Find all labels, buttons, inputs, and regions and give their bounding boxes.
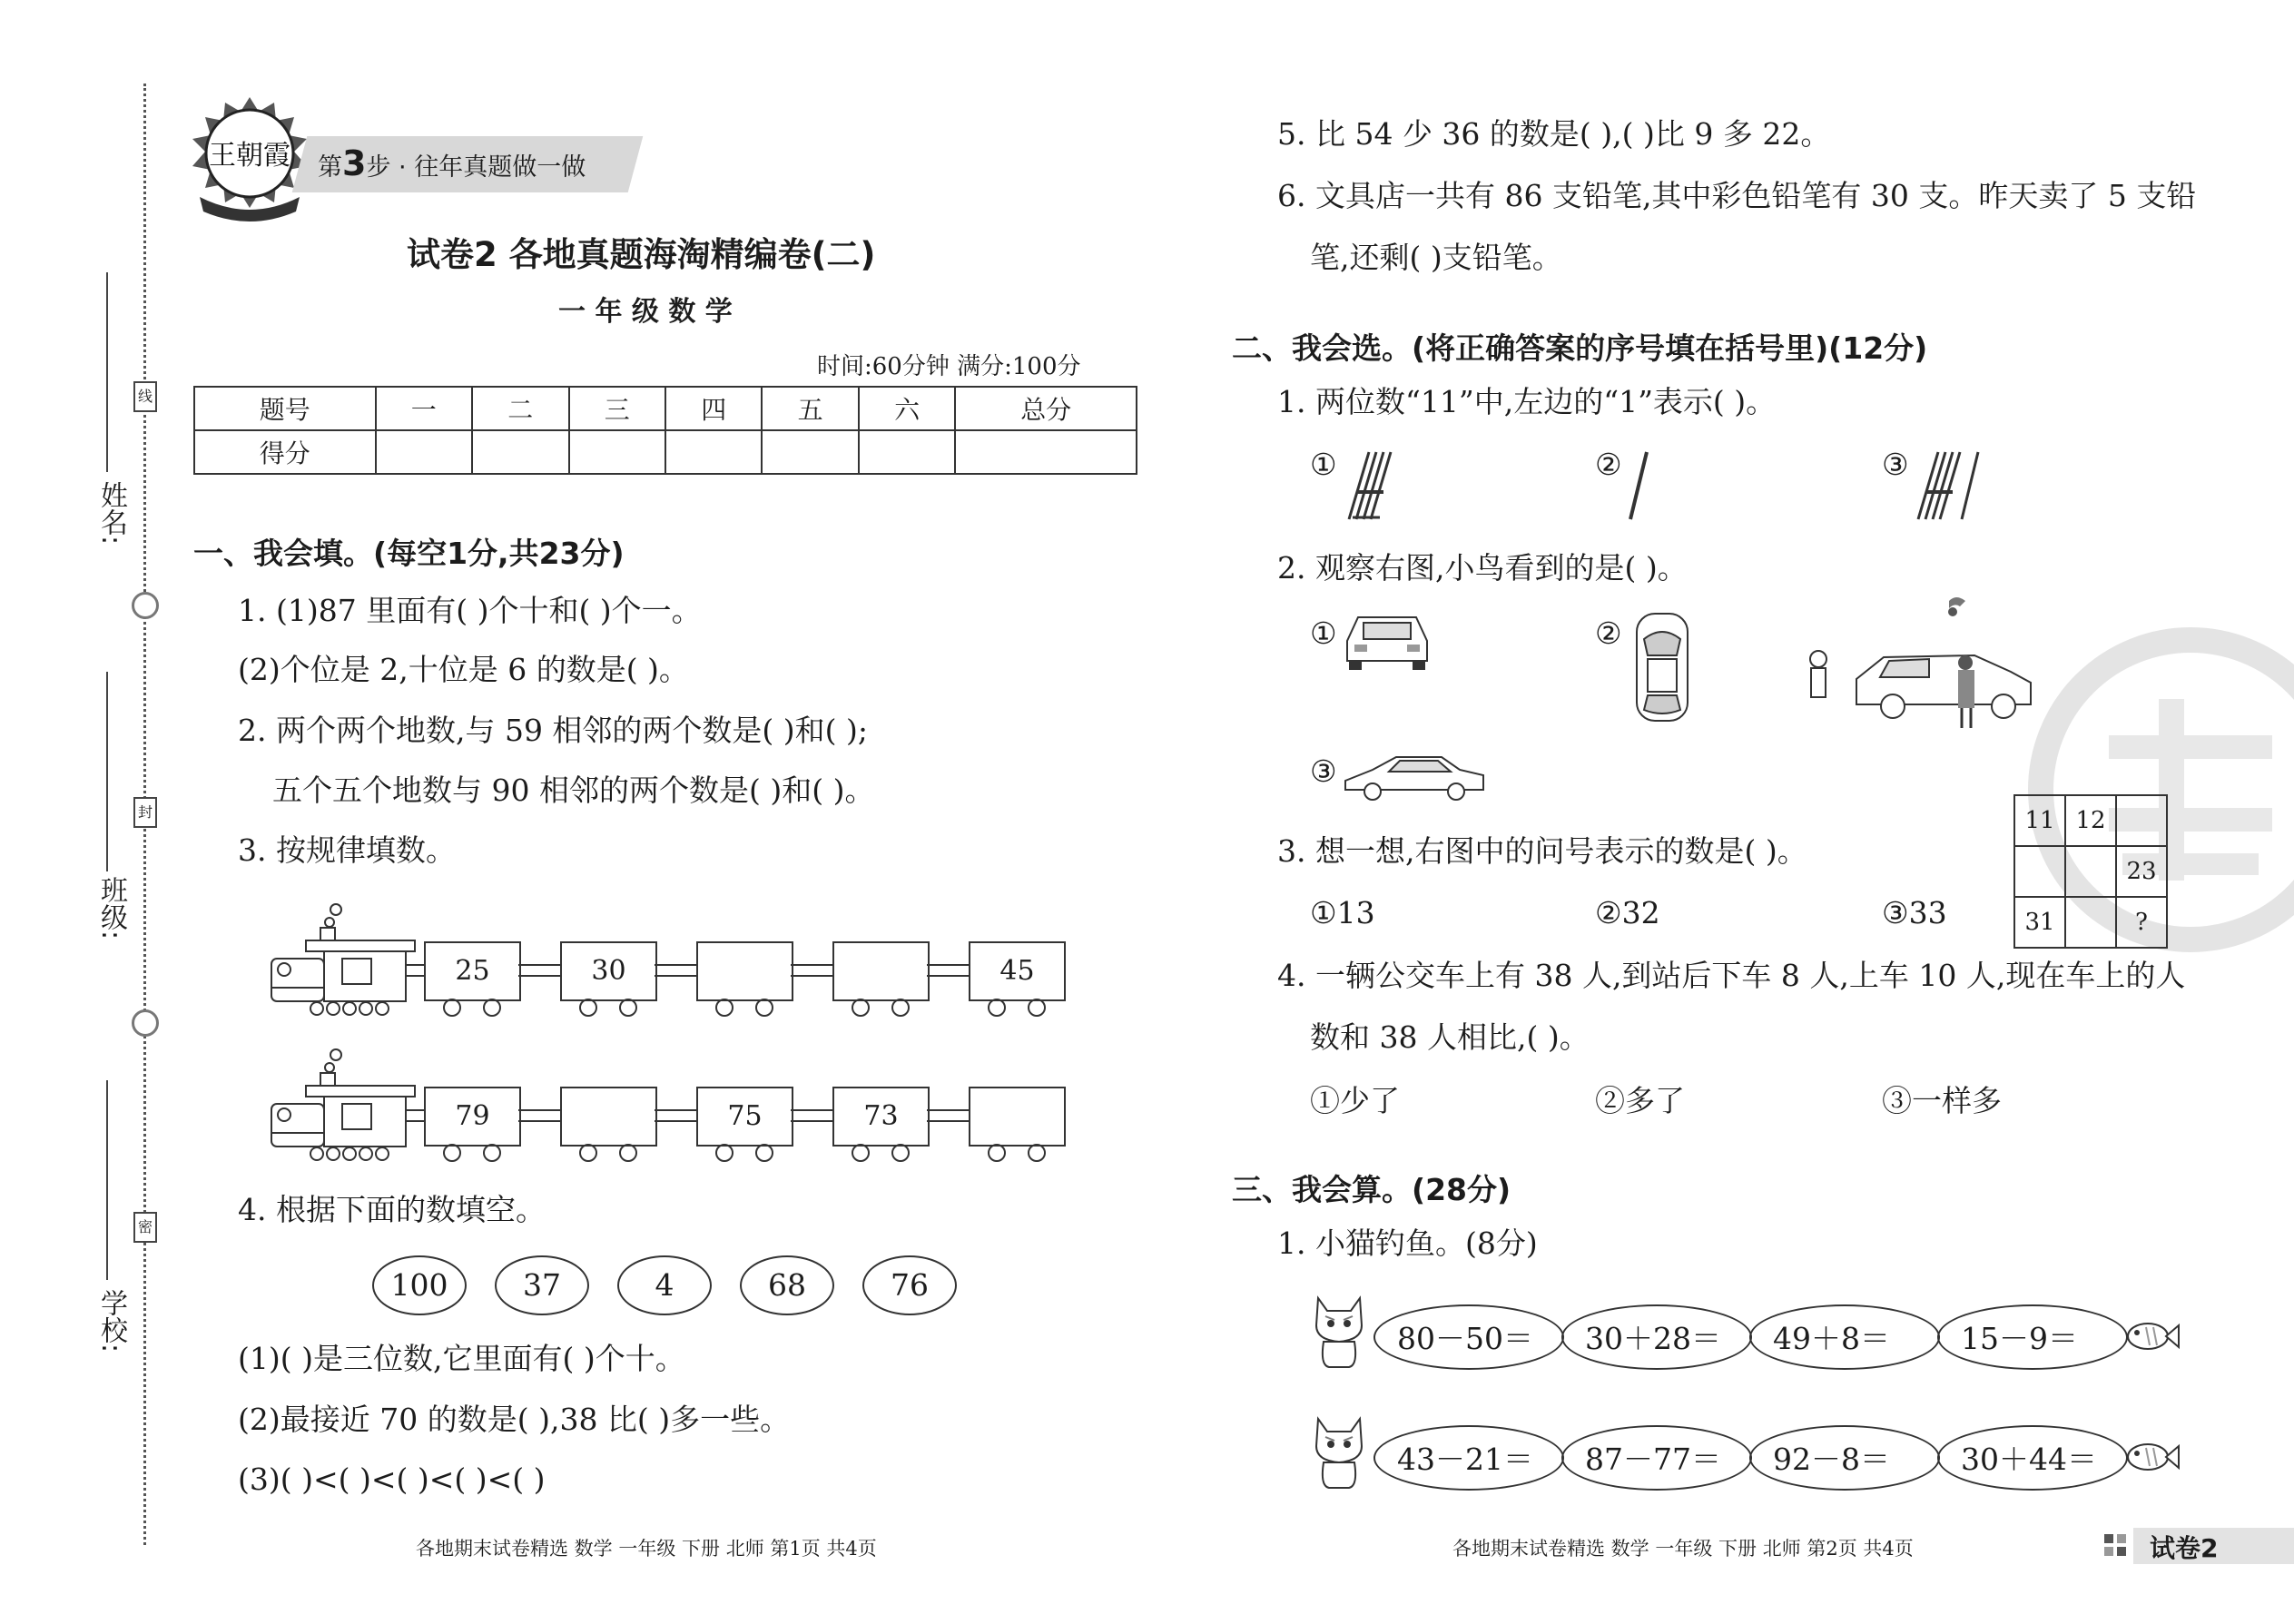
option-label[interactable]: ③ xyxy=(1310,753,1337,789)
tab-dots-icon xyxy=(2104,1530,2141,1561)
section-2-question-2: 2. 观察右图,小鸟看到的是( )。 xyxy=(1277,550,1688,586)
seal-seal-mark: 封 xyxy=(133,797,157,828)
score-row-label: 得分 xyxy=(194,430,376,474)
bundle-and-stick-icon xyxy=(1911,447,1984,523)
wheel-icon xyxy=(852,999,870,1017)
score-header-cell: 题号 xyxy=(194,387,376,430)
wheel-icon xyxy=(715,1144,733,1162)
score-header-cell: 四 xyxy=(665,387,762,430)
train-car: 73 xyxy=(832,1087,930,1147)
bundle-of-sticks-icon xyxy=(1342,447,1396,523)
score-value-row xyxy=(194,430,1137,474)
section-3-heading: 三、我会算。(28分) xyxy=(1232,1172,1511,1207)
cat-icon xyxy=(1307,1289,1371,1371)
name-label: 姓名: xyxy=(95,481,127,546)
section-2-question-4-line-1: 4. 一辆公交车上有 38 人,到站后下车 8 人,上车 10 人,现在车上的人 xyxy=(1277,958,2186,993)
score-cell[interactable] xyxy=(569,430,665,474)
seal-secret-mark: 密 xyxy=(133,1212,157,1243)
wheel-icon xyxy=(619,1144,637,1162)
train-car: 79 xyxy=(424,1087,521,1147)
option-label[interactable]: ① xyxy=(1310,615,1337,651)
car-side-view-icon xyxy=(1342,753,1487,801)
coupler xyxy=(518,1109,560,1122)
coupler xyxy=(791,964,832,977)
question-3: 3. 按规律填数。 xyxy=(238,832,456,868)
step-number: 3 xyxy=(342,143,367,183)
footer-right: 各地期末试卷精选 数学 一年级 下册 北师 第2页 共4页 xyxy=(1452,1538,1914,1560)
wheel-icon xyxy=(443,999,461,1017)
train-car-blank[interactable] xyxy=(969,1087,1066,1147)
fish-icon xyxy=(2124,1439,2181,1475)
score-header-cell: 三 xyxy=(569,387,665,430)
wheel-icon xyxy=(755,999,773,1017)
score-cell[interactable] xyxy=(955,430,1137,474)
train-car-blank[interactable] xyxy=(832,941,930,1001)
grid-cell xyxy=(2065,897,2116,948)
option-more[interactable]: ②多了 xyxy=(1595,1083,1685,1118)
grid-cell: 31 xyxy=(2014,897,2065,948)
option-label[interactable]: ① xyxy=(1310,447,1337,482)
margin-dot-icon xyxy=(132,1009,159,1037)
grid-cell xyxy=(2116,795,2167,846)
question-1-2: (2)个位是 2,十位是 6 的数是( )。 xyxy=(238,652,689,687)
wheel-icon xyxy=(1028,1144,1046,1162)
grid-cell: ? xyxy=(2116,897,2167,948)
step-suffix: 步 · 往年真题做一做 xyxy=(366,153,586,182)
coupler xyxy=(406,1109,424,1122)
paper-tab-label: 试卷2 xyxy=(2150,1533,2219,1563)
school-label: 学校: xyxy=(95,1289,127,1353)
coupler xyxy=(655,964,696,977)
score-header-cell: 一 xyxy=(376,387,472,430)
wheel-icon xyxy=(619,999,637,1017)
question-5: 5. 比 54 少 36 的数是( ),( )比 9 多 22。 xyxy=(1277,116,1831,152)
class-label: 班级: xyxy=(95,876,127,940)
option-label[interactable]: ③ xyxy=(1882,447,1909,482)
single-stick-icon xyxy=(1625,447,1652,523)
option-13[interactable]: ①13 xyxy=(1310,895,1375,930)
number-grid xyxy=(2013,794,2168,949)
wheel-icon xyxy=(988,999,1006,1017)
number-oval: 68 xyxy=(740,1255,834,1315)
option-33[interactable]: ③33 xyxy=(1882,895,1947,930)
train-car: 75 xyxy=(696,1087,793,1147)
name-field[interactable] xyxy=(106,272,108,472)
wheel-icon xyxy=(988,1144,1006,1162)
grid-cell xyxy=(2014,846,2065,897)
school-field[interactable] xyxy=(106,1080,108,1280)
number-oval: 37 xyxy=(495,1255,589,1315)
logo-text: 王朝霞 xyxy=(209,140,290,172)
wheel-icon xyxy=(579,1144,597,1162)
grid-cell xyxy=(2065,846,2116,897)
margin-dot-icon xyxy=(132,592,159,619)
section-2-question-3: 3. 想一想,右图中的问号表示的数是( )。 xyxy=(1277,833,1807,869)
coupler xyxy=(791,1109,832,1122)
wheel-icon xyxy=(891,1144,910,1162)
time-info: 时间:60分钟 满分:100分 xyxy=(817,353,1081,380)
equation-oval[interactable]: 80－50＝ xyxy=(1373,1304,1564,1370)
equation-oval[interactable]: 30＋44＝ xyxy=(1937,1425,2128,1491)
equation-oval[interactable]: 87－77＝ xyxy=(1561,1425,1752,1491)
equation-oval[interactable]: 43－21＝ xyxy=(1373,1425,1564,1491)
train-car: 45 xyxy=(969,941,1066,1001)
section-1-heading: 一、我会填。(每空1分,共23分) xyxy=(193,536,625,571)
section-2-question-4-line-2: 数和 38 人相比,( )。 xyxy=(1310,1019,1590,1055)
wheel-icon xyxy=(891,999,910,1017)
option-label[interactable]: ② xyxy=(1595,447,1622,482)
question-4-2: (2)最接近 70 的数是( ),38 比( )多一些。 xyxy=(238,1402,791,1437)
question-4: 4. 根据下面的数填空。 xyxy=(238,1192,546,1227)
grid-cell: 12 xyxy=(2065,795,2116,846)
fish-icon xyxy=(2124,1318,2181,1354)
option-same[interactable]: ③一样多 xyxy=(1882,1083,2002,1118)
option-less[interactable]: ①少了 xyxy=(1310,1083,1400,1118)
step-label xyxy=(318,143,586,183)
paper-title: 试卷2 各地真题海淘精编卷(二) xyxy=(407,235,876,274)
wheel-icon xyxy=(579,999,597,1017)
equation-oval[interactable]: 15－9＝ xyxy=(1937,1304,2128,1370)
coupler xyxy=(927,964,969,977)
wheel-icon xyxy=(755,1144,773,1162)
score-cell[interactable] xyxy=(762,430,858,474)
number-oval: 76 xyxy=(862,1255,957,1315)
train-car: 25 xyxy=(424,941,521,1001)
coupler xyxy=(406,964,424,977)
seal-line-mark: 线 xyxy=(133,381,157,412)
wheel-icon xyxy=(852,1144,870,1162)
footer-left: 各地期末试卷精选 数学 一年级 下册 北师 第1页 共4页 xyxy=(416,1538,877,1560)
step-prefix: 第 xyxy=(318,153,342,182)
score-table xyxy=(193,386,1137,475)
scene-car-bird-children-icon xyxy=(1793,592,2056,737)
question-2-1: 2. 两个两个地数,与 59 相邻的两个数是( )和( ); xyxy=(238,713,869,748)
number-oval: 4 xyxy=(617,1255,712,1315)
car-top-view-icon xyxy=(1629,608,1695,726)
section-2-heading: 二、我会选。(将正确答案的序号填在括号里)(12分) xyxy=(1232,330,1928,366)
question-4-1: (1)( )是三位数,它里面有( )个十。 xyxy=(238,1341,685,1376)
score-header-cell: 二 xyxy=(472,387,568,430)
question-6-line-1: 6. 文具店一共有 86 支铅笔,其中彩色铅笔有 30 支。昨天卖了 5 支铅 xyxy=(1277,178,2197,213)
score-cell[interactable] xyxy=(859,430,955,474)
section-2-question-1: 1. 两位数“11”中,左边的“1”表示( )。 xyxy=(1277,384,1777,419)
train-car-blank[interactable] xyxy=(696,941,793,1001)
cat-icon xyxy=(1307,1410,1371,1491)
number-oval: 100 xyxy=(372,1255,467,1315)
wangzhaoxia-logo xyxy=(182,95,318,231)
wheel-icon xyxy=(483,1144,501,1162)
train-car-blank[interactable] xyxy=(560,1087,657,1147)
wheel-icon xyxy=(1028,999,1046,1017)
score-cell[interactable] xyxy=(472,430,568,474)
score-header-cell: 总分 xyxy=(955,387,1137,430)
equation-oval[interactable]: 30＋28＝ xyxy=(1561,1304,1752,1370)
score-cell[interactable] xyxy=(665,430,762,474)
grid-cell: 11 xyxy=(2014,795,2065,846)
score-header-cell: 六 xyxy=(859,387,955,430)
question-6-line-2: 笔,还剩( )支铅笔。 xyxy=(1310,240,1562,275)
train-car: 30 xyxy=(560,941,657,1001)
equation-oval[interactable]: 49＋8＝ xyxy=(1749,1304,1940,1370)
wheel-icon xyxy=(483,999,501,1017)
train-engine-icon xyxy=(268,899,422,1017)
option-label[interactable]: ② xyxy=(1595,615,1622,651)
score-header-cell: 五 xyxy=(762,387,858,430)
grid-cell: 23 xyxy=(2116,846,2167,897)
coupler xyxy=(518,964,560,977)
score-header-row xyxy=(194,387,1137,430)
option-32[interactable]: ②32 xyxy=(1595,895,1660,930)
car-back-view-icon xyxy=(1342,610,1433,672)
train-engine-icon xyxy=(268,1044,422,1162)
coupler xyxy=(655,1109,696,1122)
question-1-1: 1. (1)87 里面有( )个十和( )个一。 xyxy=(238,593,702,628)
class-field[interactable] xyxy=(106,672,108,871)
section-3-question-1: 1. 小猫钓鱼。(8分) xyxy=(1277,1225,1538,1261)
question-2-2: 五个五个地数与 90 相邻的两个数是( )和( )。 xyxy=(272,773,875,808)
paper-subtitle: 一 年 级 数 学 xyxy=(558,296,733,328)
question-4-3: (3)( )<( )<( )<( )<( ) xyxy=(238,1462,546,1497)
wheel-icon xyxy=(715,999,733,1017)
coupler xyxy=(927,1109,969,1122)
score-cell[interactable] xyxy=(376,430,472,474)
equation-oval[interactable]: 92－8＝ xyxy=(1749,1425,1940,1491)
wheel-icon xyxy=(443,1144,461,1162)
